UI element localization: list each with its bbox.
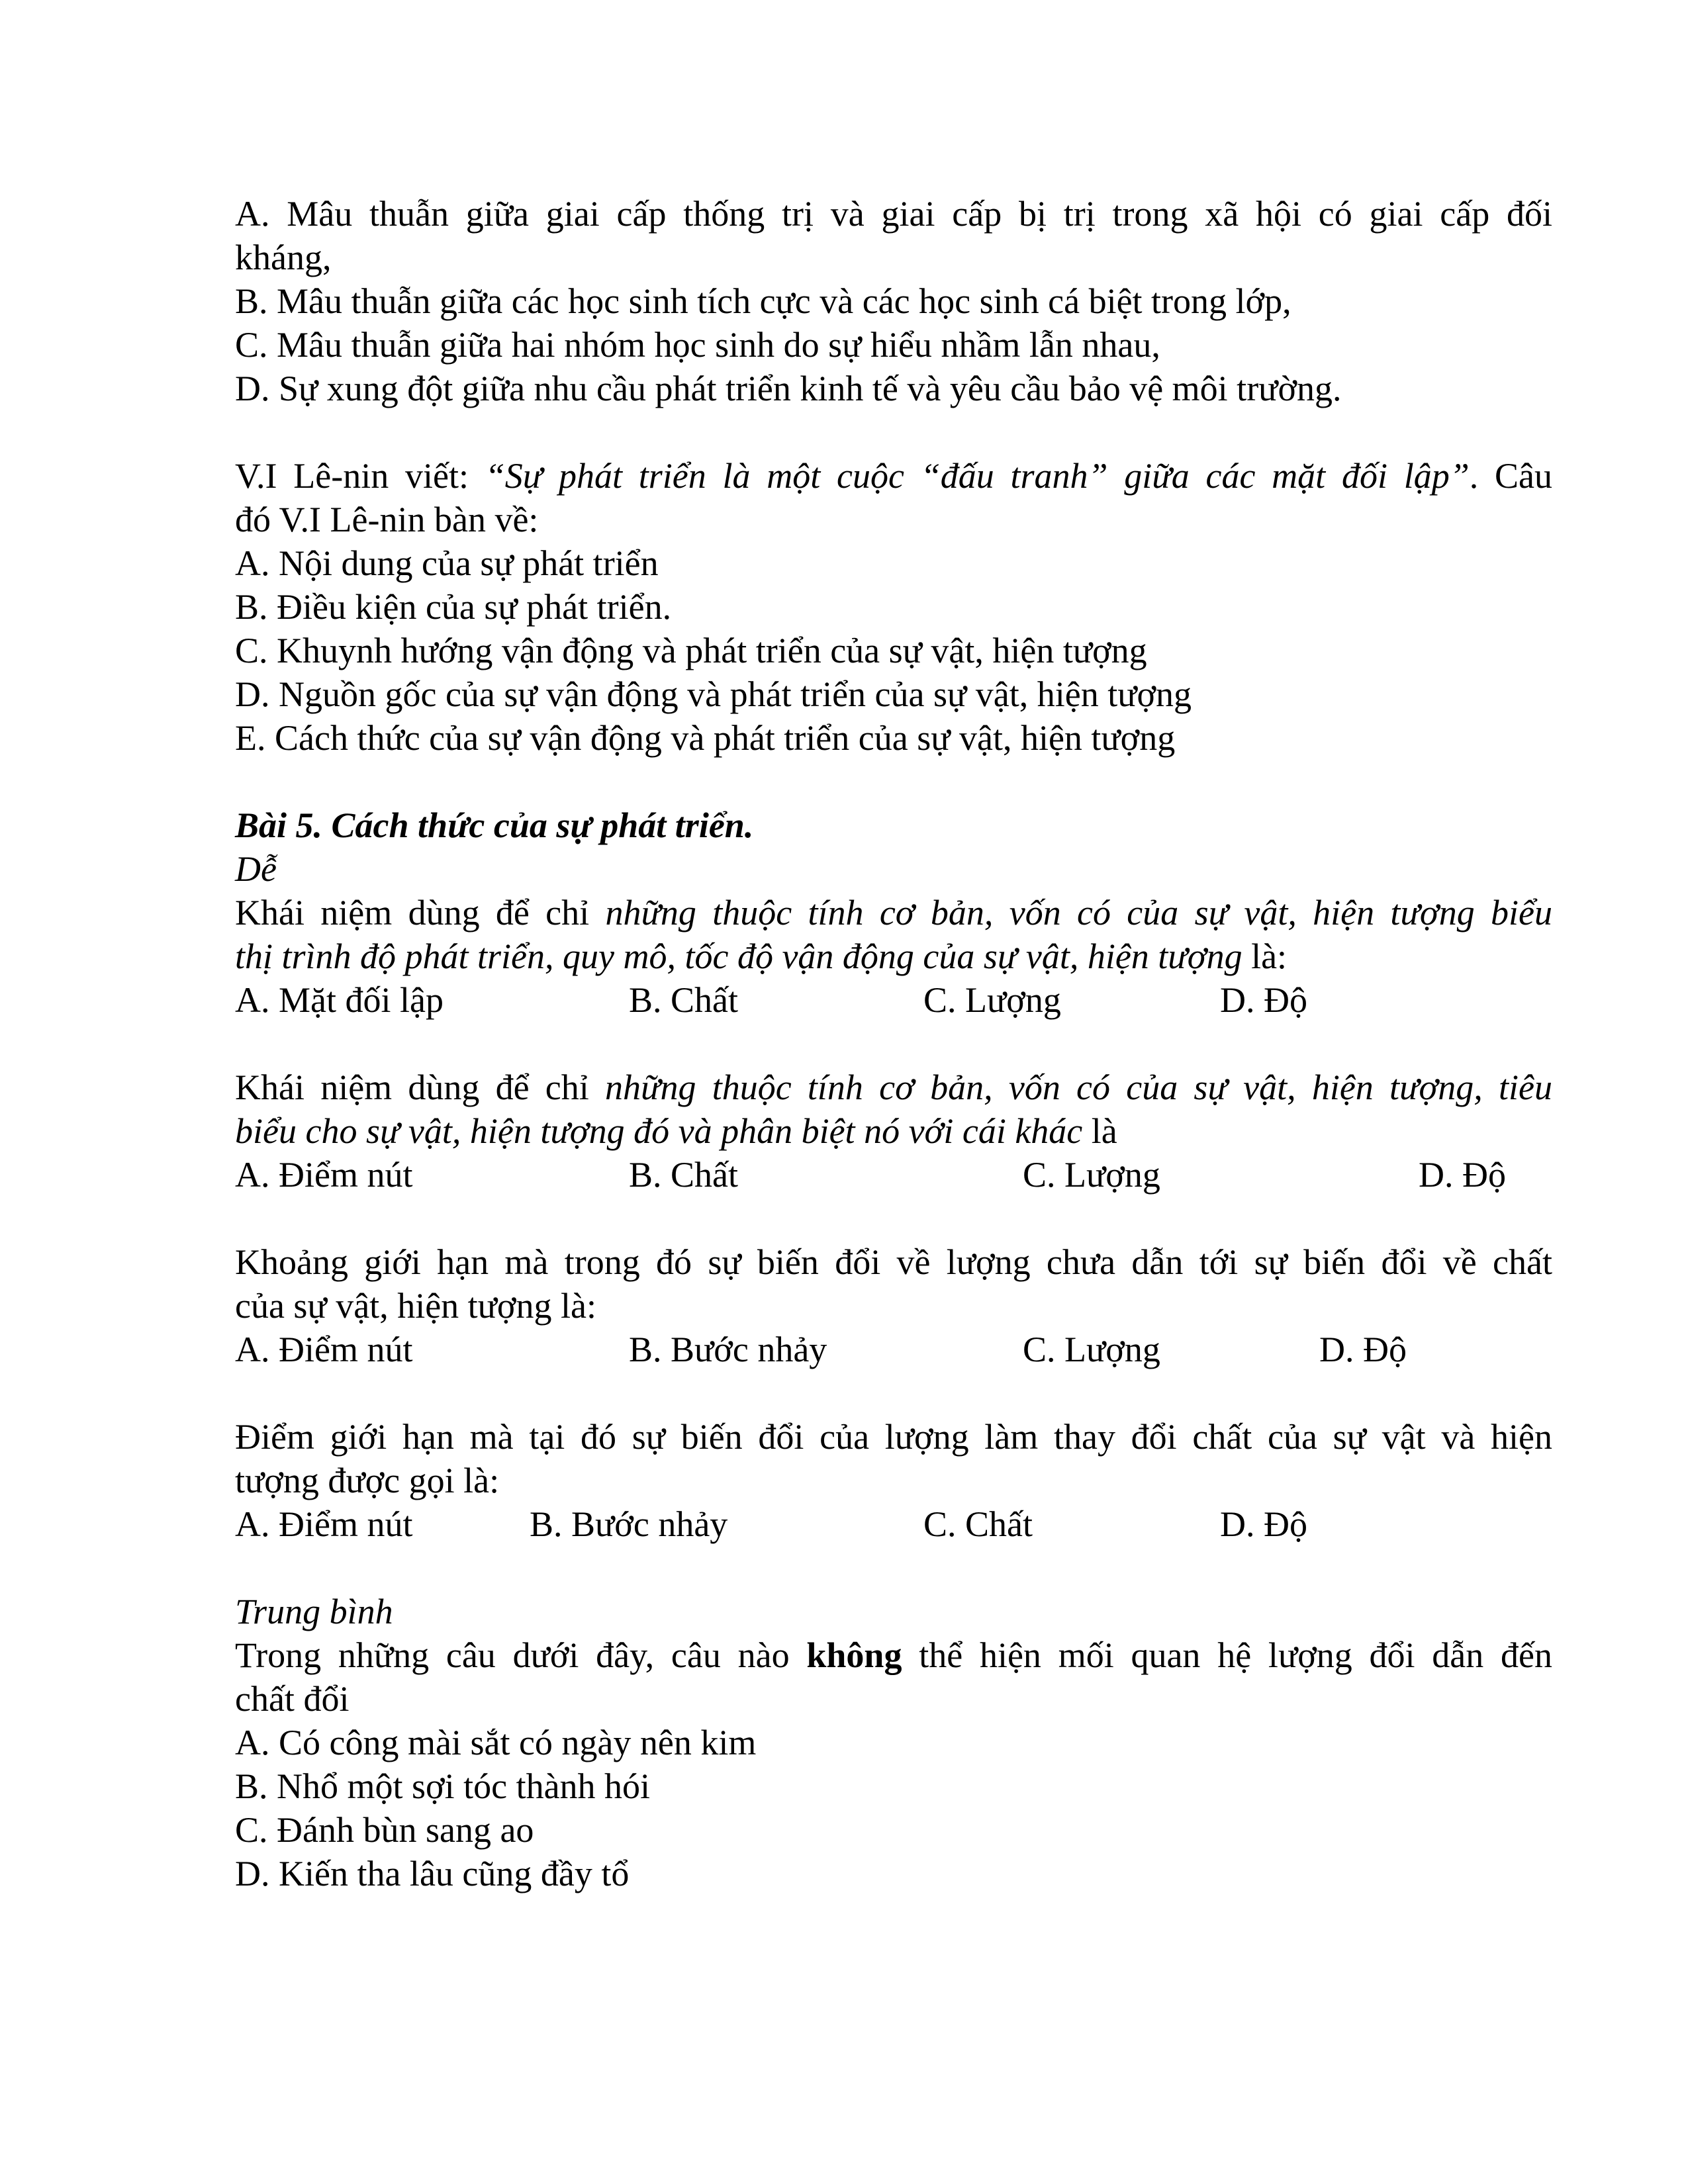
q1-option-c: C. Lượng [923, 980, 1061, 1020]
question-1-cont: thị trình độ phát triển, quy mô, tốc độ vận động của sự vật, hiện tượng là: [235, 936, 1288, 976]
q2-option-c: C. Lượng [1023, 1155, 1160, 1195]
option-c-prev: C. Mâu thuẫn giữa hai nhóm học sinh do sự hiểu nhầm lẫn nhau, [235, 325, 1160, 365]
option-b-prev: B. Mâu thuẫn giữa các học sinh tích cực và các học sinh cá biệt trong lớp, [235, 281, 1291, 321]
option-c-lenin: C. Khuynh hướng vận động và phát triển của sự vật, hiện tượng [235, 631, 1147, 670]
option-a-prev: A. Mâu thuẫn giữa giai cấp thống trị và giai cấp bị trị trong xã hội có giai cấp đối [235, 194, 1552, 234]
question-3: Khoảng giới hạn mà trong đó sự biến đổi về lượng chưa dẫn tới sự biến đổi về chất [235, 1242, 1552, 1282]
q4-option-a: A. Điểm nút [235, 1504, 413, 1544]
question-1: Khái niệm dùng để chỉ những thuộc tính cơ bản, vốn có của sự vật, hiện tượng biểu [235, 893, 1552, 933]
q4-option-b: B. Bước nhảy [530, 1504, 728, 1544]
q4-option-c: C. Chất [923, 1504, 1033, 1544]
q2-option-a: A. Điểm nút [235, 1155, 413, 1195]
question-2: Khái niệm dùng để chỉ những thuộc tính cơ bản, vốn có của sự vật, hiện tượng, tiêu [235, 1068, 1552, 1107]
option-a-prev-cont: kháng, [235, 238, 332, 277]
q3-option-b: B. Bước nhảy [629, 1330, 827, 1369]
option-d-lenin: D. Nguồn gốc của sự vận động và phát triển của sự vật, hiện tượng [235, 674, 1192, 714]
question-2-options [235, 1153, 1552, 1197]
section-title: Bài 5. Cách thức của sự phát triển. [235, 805, 754, 845]
option-b-lenin: B. Điều kiện của sự phát triển. [235, 587, 672, 627]
q5-option-c: C. Đánh bùn sang ao [235, 1810, 534, 1850]
question-lenin: V.I Lê-nin viết: “Sự phát triển là một cuộc “đấu tranh” giữa các mặt đối lập”. Câu [235, 456, 1552, 496]
q3-option-d: D. Độ [1319, 1330, 1407, 1369]
question-4-options [235, 1502, 1552, 1546]
q1-option-b: B. Chất [629, 980, 739, 1020]
q2-option-b: B. Chất [629, 1155, 739, 1195]
option-a-lenin: A. Nội dung của sự phát triển [235, 543, 659, 583]
question-lenin-cont: đó V.I Lê-nin bàn về: [235, 500, 539, 539]
question-4: Điểm giới hạn mà tại đó sự biến đổi của lượng làm thay đổi chất của sự vật và hiện [235, 1417, 1552, 1457]
question-4-cont: tượng được gọi là: [235, 1461, 500, 1500]
option-d-prev: D. Sự xung đột giữa nhu cầu phát triển kinh tế và yêu cầu bảo vệ môi trường. [235, 369, 1342, 408]
question-1-options [235, 978, 1552, 1022]
level-medium: Trung bình [235, 1592, 393, 1631]
q5-option-b: B. Nhổ một sợi tóc thành hói [235, 1766, 651, 1806]
q1-option-a: A. Mặt đối lập [235, 980, 444, 1020]
option-e-lenin: E. Cách thức của sự vận động và phát triển của sự vật, hiện tượng [235, 718, 1176, 758]
q5-option-a: A. Có công mài sắt có ngày nên kim [235, 1723, 757, 1762]
q1-option-d: D. Độ [1220, 980, 1307, 1020]
level-easy: Dễ [235, 849, 277, 889]
document-body [235, 192, 1552, 1895]
q4-option-d: D. Độ [1220, 1504, 1307, 1544]
question-5-cont: chất đổi [235, 1679, 350, 1719]
question-3-options [235, 1328, 1552, 1371]
question-5: Trong những câu dưới đây, câu nào không thể hiện mối quan hệ lượng đổi dẫn đến [235, 1635, 1552, 1675]
q3-option-c: C. Lượng [1023, 1330, 1160, 1369]
q5-option-d: D. Kiến tha lâu cũng đầy tổ [235, 1854, 630, 1893]
q3-option-a: A. Điểm nút [235, 1330, 413, 1369]
question-3-cont: của sự vật, hiện tượng là: [235, 1286, 596, 1326]
q2-option-d: D. Độ [1419, 1155, 1506, 1195]
question-2-cont: biểu cho sự vật, hiện tượng đó và phân biệt nó với cái khác là [235, 1111, 1117, 1151]
